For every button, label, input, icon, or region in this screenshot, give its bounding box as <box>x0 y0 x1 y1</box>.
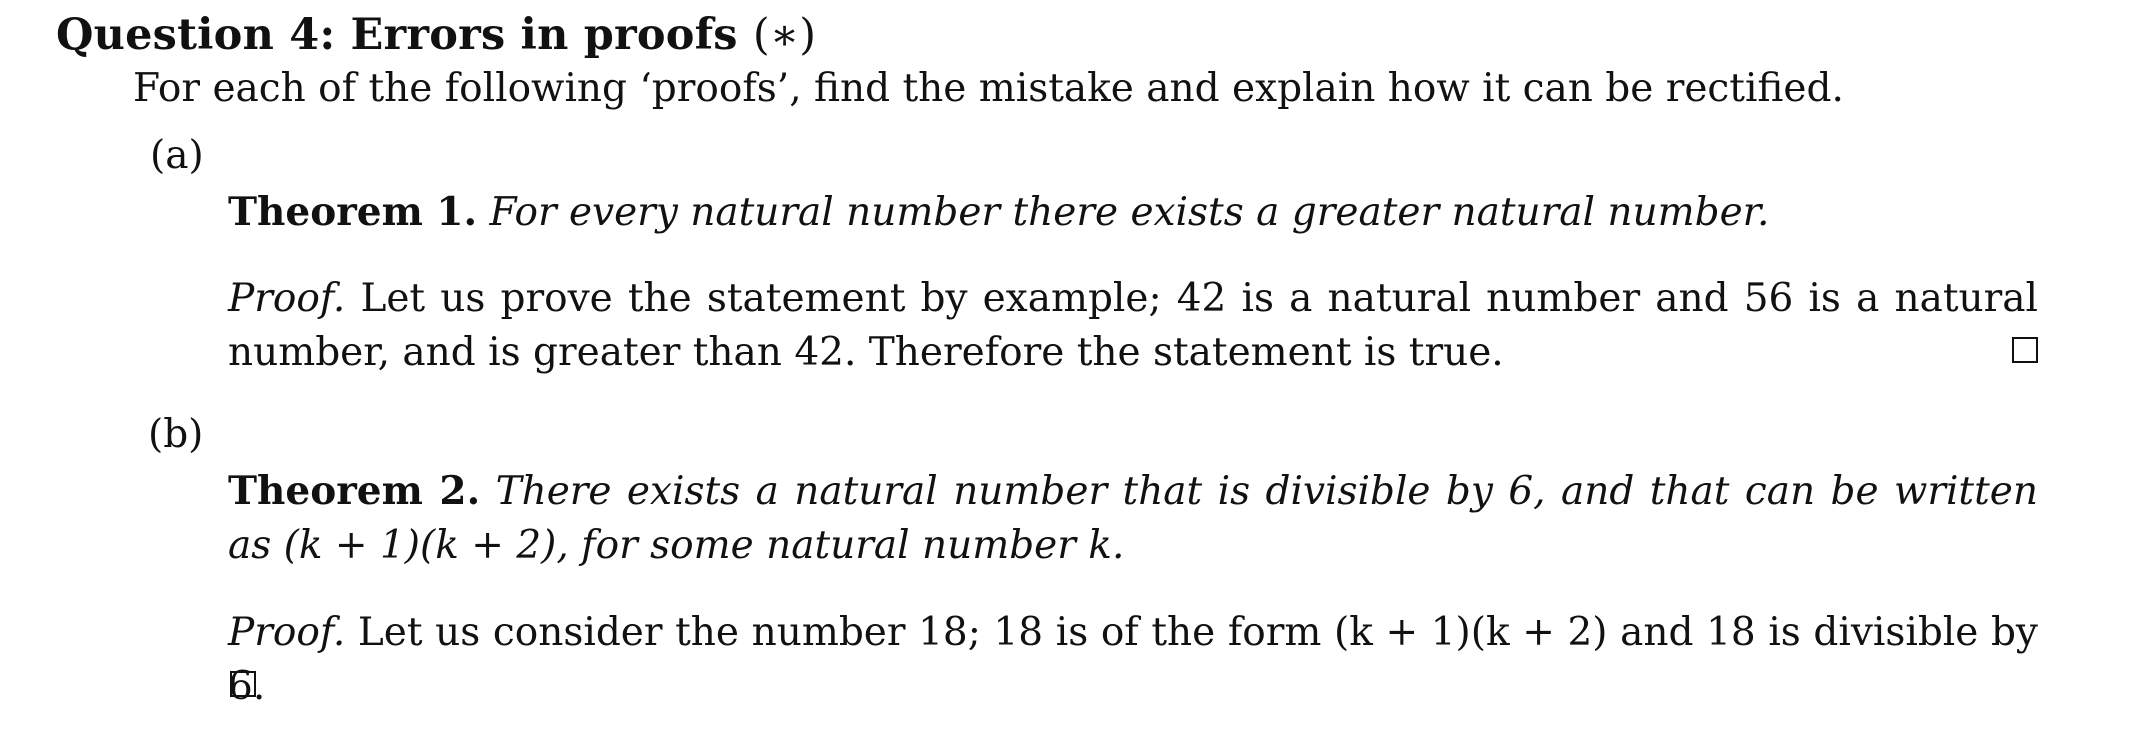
proof-a-head: Proof. <box>228 276 346 321</box>
theorem-2 <box>228 464 2038 573</box>
part-a-label: (a) <box>150 133 204 178</box>
part-b-label: (b) <box>148 412 204 457</box>
proof-b-body-2: and 18 is divisible by 6. <box>228 610 2038 709</box>
qed-square-icon <box>230 671 256 697</box>
theorem-2-body-1: There exists a natural number that is divisible by 6, and that can be written as <box>228 469 2038 568</box>
qed-square-icon <box>2012 337 2038 363</box>
theorem-1-body: For every natural number there exists a greater natural number. <box>489 190 1770 235</box>
theorem-2-body-2: for some natural number k. <box>581 523 1125 568</box>
theorem-1-head: Theorem 1. <box>228 189 478 235</box>
proof-a-body: Let us prove the statement by example; 42 is a natural number and 56 is a natural number, and is greater than 42. Therefore the statement is true. <box>228 276 2038 375</box>
question-marker: (∗) <box>752 10 817 60</box>
proof-b-body-1: Let us consider the number 18; 18 is of the form <box>357 610 1322 655</box>
theorem-2-head: Theorem 2. <box>228 468 481 514</box>
proof-b-formula: (k + 1)(k + 2) <box>1333 610 1608 655</box>
proof-b <box>228 606 2038 714</box>
theorem-2-formula: (k + 1)(k + 2), <box>283 523 569 568</box>
proof-b-head: Proof. <box>228 610 346 655</box>
proof-a <box>228 272 2038 380</box>
question-title <box>56 10 816 60</box>
question-title-text: Question 4: Errors in proofs <box>56 10 738 60</box>
question-intro: For each of the following ‘proofs’, find the mistake and explain how it can be rectified. <box>133 66 1844 111</box>
theorem-1 <box>228 185 2038 240</box>
